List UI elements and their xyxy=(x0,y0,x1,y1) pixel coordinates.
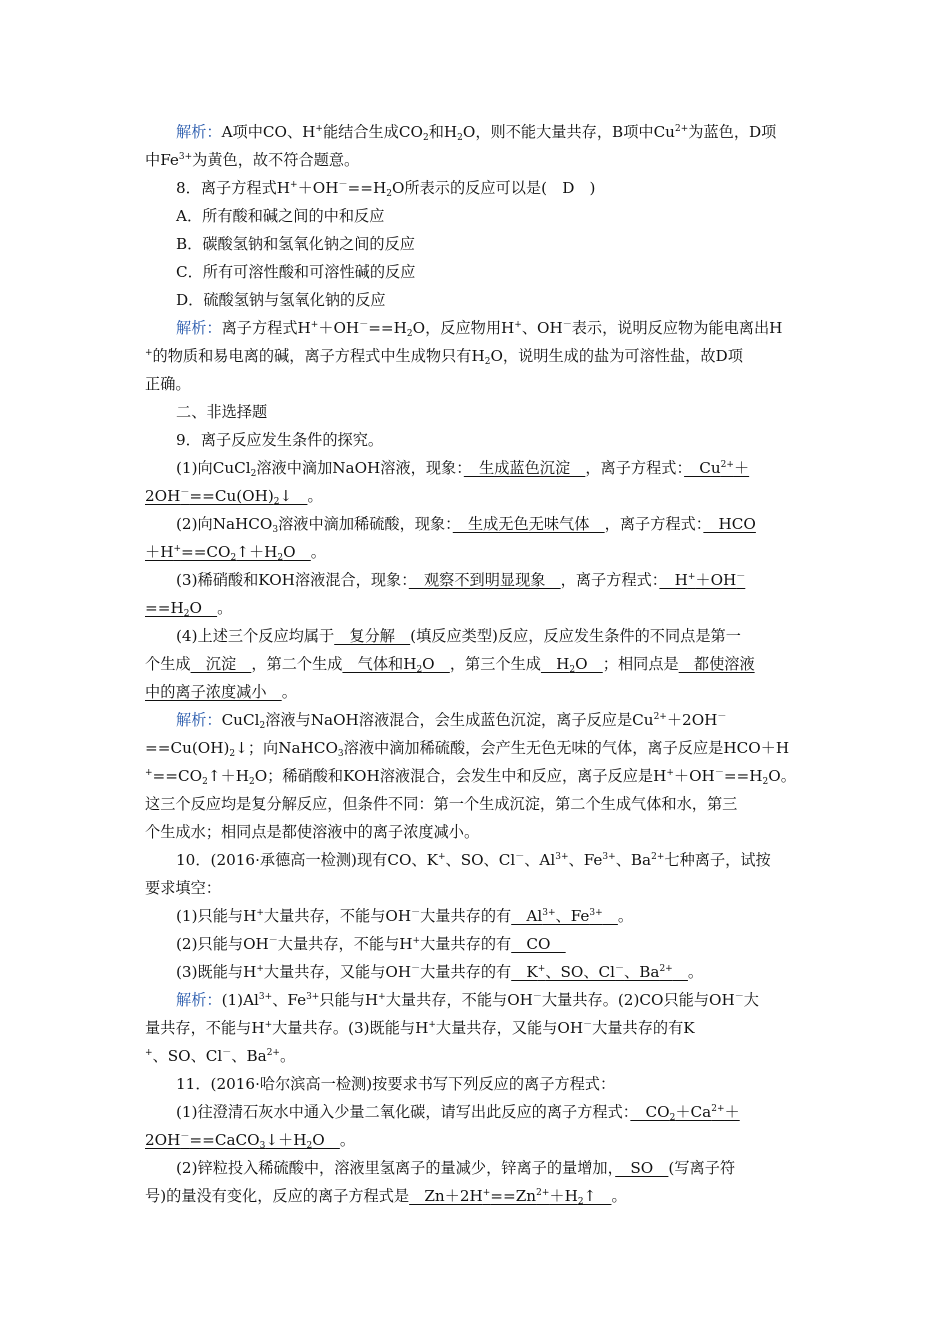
line-text: CuCl$_2$溶液与NaOH溶液混合，会生成蓝色沉淀，离子反应是$Cu^{2+}+2OH^-$ xyxy=(221,711,727,731)
line-text: $(1)Al^{3+}$、$Fe^{3+}$只能与H+大量共存，不能与OH－大量共存。(2)CO只能与OH－大 xyxy=(221,991,759,1009)
document-page xyxy=(145,118,810,1210)
text-line xyxy=(145,1098,810,1126)
line-text: 8．离子方程式$H^++OH^-==H_2O$所表示的反应可以是( D ) xyxy=(176,179,596,199)
line-text: $==H_2O$ 。 xyxy=(145,599,233,619)
text-line xyxy=(145,370,810,398)
line-text: 号)的量没有变化，反应的离子方程式是 $Zn+2H^+==Zn^{2+}+H_2↑$ 。 xyxy=(145,1187,627,1207)
text-line xyxy=(145,846,810,874)
line-text: (1)向CuCl$_2$溶液中滴加NaOH溶液，现象： 生成蓝色沉淀 ，离子方程式： $Cu^{2+}+$ xyxy=(176,459,750,479)
line-text: 要求填空： xyxy=(145,879,221,897)
text-line xyxy=(145,230,810,258)
line-text: $==Cu(OH)_2↓$；向NaHCO$_3$溶液中滴加稀硫酸，会产生无色无味的气体，离子反应是HCO＋H xyxy=(145,739,790,759)
line-text: A项中CO、H+能结合生成$CO_2$和$H_2O$，则不能大量共存，B项中$Cu^{2+}$为蓝色，D项 xyxy=(221,123,777,143)
text-line xyxy=(145,622,810,650)
explanation-label: 解析： xyxy=(176,123,222,141)
text-line xyxy=(145,1154,810,1182)
text-line xyxy=(145,762,810,790)
text-line xyxy=(145,706,810,734)
text-line xyxy=(145,986,810,1014)
line-text: $^+==CO_2↑+H_2O$；稀硝酸和KOH溶液混合，会发生中和反应，离子反应是$H^++OH^-==H_2O$。 xyxy=(145,767,796,787)
line-text: (2)锌粒投入稀硫酸中，溶液里氢离子的量减少，锌离子的量增加， SO (写离子符 xyxy=(176,1159,736,1177)
text-line xyxy=(145,510,810,538)
line-text: (1)往澄清石灰水中通入少量二氧化碳，请写出此反应的离子方程式： $CO_2+Ca^{2+}+$ xyxy=(176,1103,740,1123)
line-text: (4)上述三个反应均属于 复分解 (填反应类型)反应，反应发生条件的不同点是第一 xyxy=(176,627,741,645)
explanation-label: 解析： xyxy=(176,711,222,729)
text-line xyxy=(145,1014,810,1042)
line-text: (1)只能与H+大量共存，不能与OH－大量共存的有 $Al^{3+}$、$Fe^{3+}$ 。 xyxy=(176,907,634,925)
text-line xyxy=(145,538,810,566)
text-line xyxy=(145,118,810,146)
line-text: C．所有可溶性酸和可溶性碱的反应 xyxy=(176,263,416,281)
line-text: 这三个反应均是复分解反应，但条件不同：第一个生成沉淀，第二个生成气体和水，第三 xyxy=(145,795,738,813)
text-line xyxy=(145,1042,810,1070)
line-text: (2)只能与OH－大量共存，不能与H+大量共存的有 CO xyxy=(176,935,566,953)
text-line xyxy=(145,650,810,678)
line-text: (2)向NaHCO$_3$溶液中滴加稀硫酸，现象： 生成无色无味气体 ，离子方程式： HCO xyxy=(176,515,756,535)
explanation-label: 解析： xyxy=(176,991,222,1009)
line-text: 中的离子浓度减小 。 xyxy=(145,683,297,701)
text-line xyxy=(145,1182,810,1210)
text-line xyxy=(145,818,810,846)
text-line xyxy=(145,566,810,594)
text-line xyxy=(145,874,810,902)
line-text: D．硫酸氢钠与氢氧化钠的反应 xyxy=(176,291,386,309)
line-text: (3)既能与H+大量共存，又能与OH－大量共存的有 K+、SO、Cl－、$Ba^{2+}$ 。 xyxy=(176,963,704,981)
text-line xyxy=(145,1070,810,1098)
line-text: 个生成 沉淀 ，第二个生成 气体和$H_2O$ ，第三个生成 $H_2O$ ；相同点是 都使溶液 xyxy=(145,655,755,675)
text-line xyxy=(145,286,810,314)
text-line xyxy=(145,398,810,426)
text-line xyxy=(145,342,810,370)
line-text: $2OH^-==CaCO_3↓+H_2O$ 。 xyxy=(145,1131,356,1151)
text-line xyxy=(145,790,810,818)
line-text: 正确。 xyxy=(145,375,191,393)
text-line xyxy=(145,146,810,174)
line-text: 个生成水；相同点是都使溶液中的离子浓度减小。 xyxy=(145,823,480,841)
text-line xyxy=(145,454,810,482)
line-text: B．碳酸氢钠和氢氧化钠之间的反应 xyxy=(176,235,415,253)
text-line xyxy=(145,258,810,286)
text-line xyxy=(145,1126,810,1154)
text-line xyxy=(145,902,810,930)
line-text: +的物质和易电离的碱，离子方程式中生成物只有$H_2O$，说明生成的盐为可溶性盐，故D项 xyxy=(145,347,743,367)
text-line xyxy=(145,482,810,510)
line-text: (3)稀硝酸和KOH溶液混合，现象： 观察不到明显现象 ，离子方程式： H+＋OH－ xyxy=(176,571,746,589)
line-text: 二、非选择题 xyxy=(176,403,268,421)
text-line xyxy=(145,958,810,986)
line-text: 中$Fe^{3+}$为黄色，故不符合题意。 xyxy=(145,151,360,169)
line-text: 量共存，不能与H+大量共存。(3)既能与H+大量共存，又能与OH－大量共存的有K xyxy=(145,1019,695,1037)
line-text: 9．离子反应发生条件的探究。 xyxy=(176,431,384,449)
text-line xyxy=(145,678,810,706)
text-line xyxy=(145,594,810,622)
line-text: $+H^+==CO_2↑+H_2O$ 。 xyxy=(145,543,326,563)
explanation-label: 解析： xyxy=(176,319,222,337)
line-text: A．所有酸和碱之间的中和反应 xyxy=(176,207,385,225)
line-text: 11．(2016·哈尔滨高一检测)按要求书写下列反应的离子方程式： xyxy=(176,1075,616,1093)
text-line xyxy=(145,174,810,202)
text-line xyxy=(145,202,810,230)
text-line xyxy=(145,314,810,342)
line-text: 离子方程式$H^++OH^-==H_2O$，反应物用H+、OH－表示，说明反应物为能电离出H xyxy=(221,319,783,339)
text-line xyxy=(145,930,810,958)
text-line xyxy=(145,426,810,454)
line-text: +、SO、Cl－、$Ba^{2+}$。 xyxy=(145,1047,296,1065)
text-line xyxy=(145,734,810,762)
line-text: 10．(2016·承德高一检测)现有CO、K+、SO、Cl－、$Al^{3+}$、$Fe^{3+}$、$Ba^{2+}$七种离子，试按 xyxy=(176,851,771,869)
line-text: $2OH^-==Cu(OH)_2↓$ 。 xyxy=(145,487,323,507)
